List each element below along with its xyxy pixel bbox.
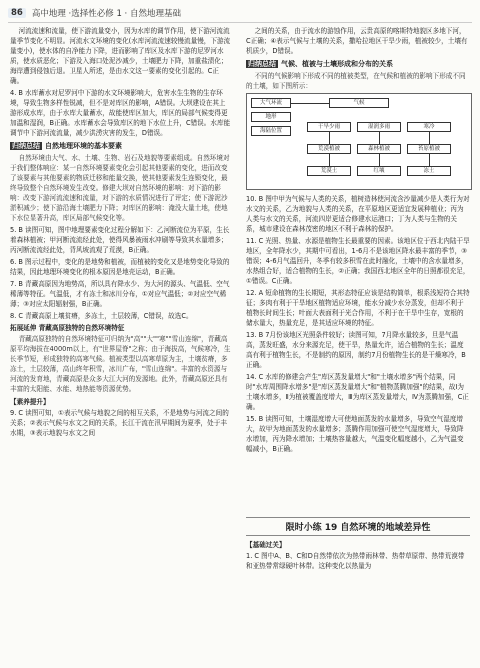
diagram-b1: 干旱少雨 bbox=[307, 122, 351, 132]
left-column bbox=[10, 26, 232, 440]
answer-6: 6. B 图示过程中，变化的是地势和植被，而植被的变化又是地势变化导致的结果，因此地理环境变化的根本原因是地壳运动，B正确。 bbox=[10, 258, 230, 276]
answer-10: 10. B 图中甲为气候与人类的关系，植树造林使河流含沙量减少是人类行为对水文的关系，乙为地貌与人类的关系，在平原地区更适宜发展种植业；丙为人类与水文的关系，河流四岸更适合修建水运港口；丁为人类与生物的关系，城市建设在森林茂密的地区不利于森林的保护。 bbox=[246, 195, 470, 233]
diagram-b4: 荒漠植被 bbox=[307, 144, 351, 154]
answer-14: 14. C 水库的修建会产生"库区蒸发量增大"和"土壤水增多"两个结果，同时"水库周围降水增多"是"库区蒸发量增大"和"植物蒸腾加强"的结果，故Ⅰ为土壤水增多，Ⅱ为植被覆盖度增大，Ⅲ为库区蒸发量增大，Ⅳ为蒸腾加强，C正确。 bbox=[246, 373, 469, 411]
drill-body bbox=[246, 537, 470, 573]
section-bracket: 【素养提升】 bbox=[10, 398, 50, 406]
drill-bracket: 【基础过关】 bbox=[246, 541, 286, 549]
answer-9: 9. C 读图可知，①表示气候与地貌之间的相互关系，不是地势与河流之间的关系；②表示气候与水文之间的关系，长江干流在汛早期间为夏季，处于丰水期，③表示地貌与水文之间 bbox=[10, 409, 229, 437]
answer-4: 4. B 水库蓄水对尼罗河中下游的水文环境影响大，危害水生生物的生存环境，导致生物多样性锐减，但不是对库区的影响，A错误。大坝建设在其上游形成水库，由于水库大量蓄水，故能使库区加大，库区的局部气候变得更加温和湿润，B正确。水库蓄水会导致库区的地下水位上升，C错误。水库能调节中下游河流流量，减少洪涝灾害的发生，D错误。 bbox=[10, 89, 231, 137]
diagram-terrain: 地形 bbox=[251, 112, 291, 122]
diagram-sea-land: 海陆位置 bbox=[251, 126, 291, 136]
answer-8: 8. C 青藏高原上壤贫瘠，多冻土，土层较薄，C错误，故选C。 bbox=[10, 312, 193, 320]
diagram-b7: 荒漠土 bbox=[307, 166, 351, 176]
answer-11: 11. C 光照、热量、水源是植物生长最重要的因素。该地区位于西北内陆干旱地区，全年降水少，其期中可看出，1-6月不是该地区降水最丰富的季节，③错误；4-6月气温回升，冬季有较多积雪在此时融化，土壤中的含水量增多，水热组合好，适合植物的生长，②正确；我国西北地区全年的日照都很充足，①错误。C正确。 bbox=[246, 237, 470, 285]
diagram-circulation: 大气环流 bbox=[251, 98, 291, 108]
summary-heading: 归纳总结 自然地理环境的基本要素 bbox=[12, 142, 122, 150]
summary-body: 自然环境由大气、水、土壤、生物、岩石及地貌等要素组成。自然环境对于我们整体响应：某一自然环境要素变化会引起其他要素的变化，进而改变了该要素与其他要素的物质迁移和能量交换，使其他要素发生连锁变化，最终导致整个自然环境发生改变。修建大坝对自然环境的影响：对下游的影响：改变下游河流流速和流量，对下游的水质情况进行了评定；使下游泥沙淤积减少；使下游沿海土壤肥力下降；对库区的影响：淹没大量土地，使地下水位显著升高，库区局部气候变化等。 bbox=[10, 154, 230, 222]
answer-12: 12. A 短命植物的生长期短，其形态特征应该是结构简单，根系浅短符合其特征；多肉有利于干旱地区植物适应环境，能水分减少水分蒸发，但却不利于植物长时间生长；叶面大表面利于光合作用，不利于在干旱中生存，宽根的储水量大，热量充足，是其适应环境的特征。 bbox=[246, 289, 470, 327]
extension-body: 青藏高原独特的自然环境特征可归纳为"高""大""寒""雪山连绵"，青藏高原平均海拔在4000m以上，有"世界屋脊"之称；由于海拔高，气候寒冷，生长季节短，形成独特的高寒气候。植被类型以高寒草原为主，土壤贫瘠，多冻土，土层较薄，高山终年积雪，冰川广布，"雪山连绵"。丰富的水资源与河流的发育地，青藏高原是众多大江大河的发源地。此外，青藏高原还具有丰富的太阳能、水能、地热能等资源优势。 bbox=[10, 335, 231, 393]
answer-13: 13. B 7月份该地区光照条件较好；读图可知，7月降水量较多，旦是气温高，蒸发旺盛，水分来源充足，使干旱，热量允许，适合植物的生长；温度高有利于植物生长，不是制约的原因，制约7月份植物生长的是干燥寒冷，B正确。 bbox=[246, 331, 466, 369]
answer-15: 15. B 读图可知，土壤湿度增大可使地面蒸发的水量增多，导致空气湿度增大，故甲为地面蒸发的水量增多；蒸腾作用加强可使空气湿度增大，导致降水增加，丙为降水增加；土壤热容量越大，气温变化幅度越小，乙为气温变幅减小，B正确。 bbox=[246, 415, 464, 453]
diagram-b8: 红壤 bbox=[357, 166, 401, 176]
page-number: 86 bbox=[8, 8, 26, 18]
diagram-b3: 寒冷 bbox=[407, 122, 451, 132]
summary-heading-2: 归纳总结 气候、植被与土壤形成和分布的关系 bbox=[248, 60, 393, 68]
extension-heading: 拓展延伸 青藏高原独特的自然环境特征 bbox=[10, 324, 125, 332]
answer-7: 7. B 青藏高原因为地势高，所以具有降水少、为大河的源头、气温低、空气稀薄等特征。气温低，才有冻土和冰川分布，①对应气温低；②对应空气稀薄；③对应太阳辐射强，B正确。 bbox=[10, 280, 230, 308]
diagram-b2: 湿润多雨 bbox=[357, 122, 401, 132]
book-title: 高中地理 ·选择性必修 1 · 自然地理基础 bbox=[31, 9, 181, 19]
diagram-climate: 气候 bbox=[329, 98, 389, 108]
diagram-b9: 冻土 bbox=[407, 166, 451, 176]
answer-continued: 河流流速和流量，使下游流量变小，因为水库的调节作用，使下游河流流量季节变化不明显。河流水文环境的变化(水库河流流速较慢流量慢，下游流量变小)，使水体的自净能力下降，进而影响了库区及水库下游的尼罗河水质，使水质恶化；下游及入海口处泥沙减少，土壤肥力下降，加重盐渍化；海岸遭到侵蚀后退。卫星人所述，是由水文这一要素的变化引起的。C正确。 bbox=[10, 27, 231, 85]
drill-answer-1: 1. C 图中A、B、C和D自然带依次为热带雨林带、热带草原带、热带荒漠带和亚热带常绿硬叶林带。这种变化以热量为 bbox=[246, 552, 465, 570]
diagram-b5: 森林植被 bbox=[357, 144, 401, 154]
climate-vegetation-soil-diagram bbox=[246, 93, 472, 190]
drill-title: 限时小练 19 自然环境的地域差异性 bbox=[246, 517, 470, 536]
summary-body-2: 不同的气候影响下形成不同的植被类型，在气候和植被的影响下形成不同的土壤，如下图所示： bbox=[246, 72, 466, 90]
diagram-b6: 苔原植被 bbox=[407, 144, 451, 154]
page-header bbox=[8, 4, 472, 23]
answer-continued-right: 之间的关系，由于流水的游蚀作用，云贵高原的喀斯特地貌区多地下河，C正确；④表示气候与土壤的关系，撒哈拉地区干旱少雨，植被较少，土壤有机质少，D错误。 bbox=[246, 27, 468, 55]
answer-5: 5. B 读图可知，图中地理要素变化过程分解如下：乙河断流位为平原，生长着森林植被；甲河断流流经此处，使得风暴被雨水冲刷等导致其水量增多；丙河断流流经此处，背风坡流观了荒漠，B正确。 bbox=[10, 226, 230, 254]
right-column bbox=[246, 26, 470, 456]
